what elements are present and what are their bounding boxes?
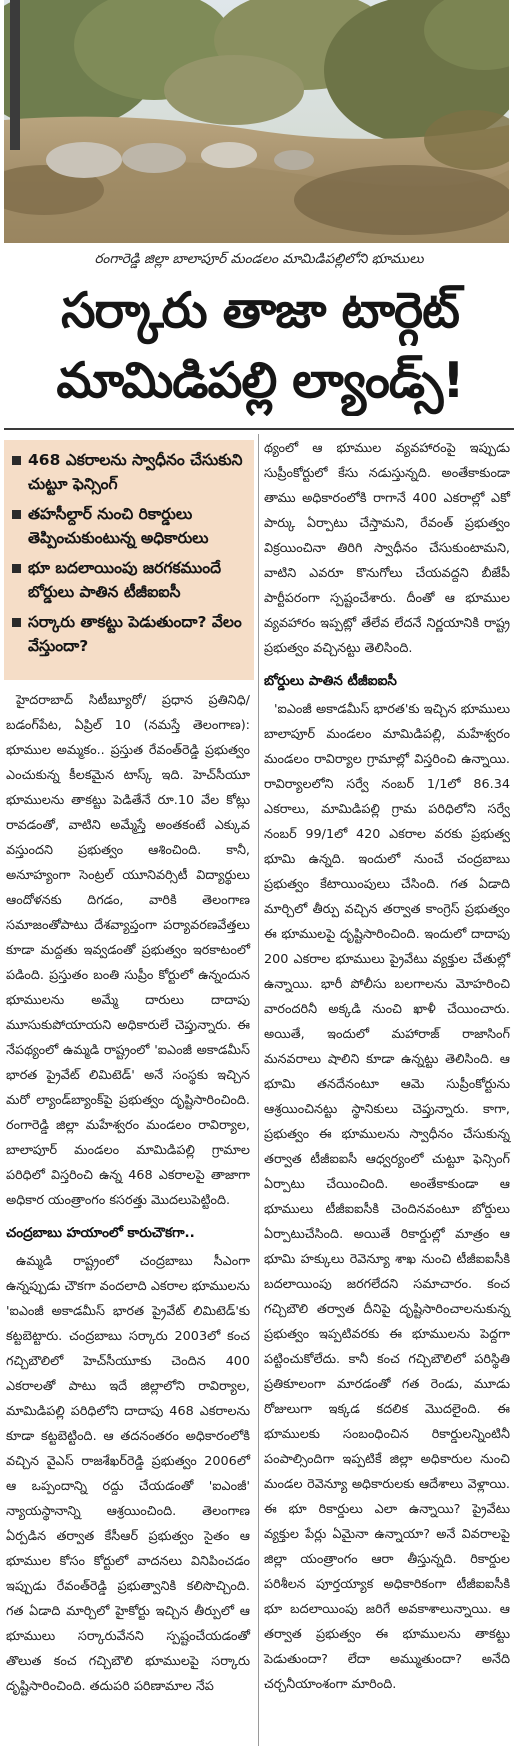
highlight-item <box>12 448 246 496</box>
headline-line-2: మామిడిపల్లి ల్యాండ్స్! <box>56 352 464 409</box>
news-photo <box>4 0 509 243</box>
highlight-text: 468 ఎకరాలను స్వాధీనం చేసుకుని చుట్టూ ఫెన్సింగ్ <box>28 451 243 493</box>
section-subhead: చంద్రబాబు హయాంలో కారుచౌకగా.. <box>6 1225 195 1241</box>
highlight-text: సర్కారు తాకట్టు పెడుతుందా? వేలం వేస్తుందా? <box>28 613 242 655</box>
square-bullet-icon <box>12 564 21 573</box>
article-paragraph: 'ఐఎంజీ అకాడమీస్ భారత'కు ఇచ్చిన భూములు బాలాపూర్ మండలం మామిడిపల్లి, మహేశ్వరం మండలం రావిర్యాల గ్రామాల్లో విస్తరించి ఉన్నాయి. రావిర్యాలలోని సర్వే నంబర్ 1/1లో 86.34 ఎకరాలు, మామిడిపల్లి గ్రామ పరిధిలోని సర్వే నంబర్ 99/1లో 420 ఎకరాల వరకు ప్రభుత్వ భూమి ఉన్నది. ఇందులో నుంచే చంద్రబాబు ప్రభుత్వం కేటాయింపులు చేసింది. గత ఏడాది మార్చిలో తీర్పు వచ్చిన తర్వాత కాంగ్రెస్ ప్రభుత్వం ఈ భూములపై దృష్టిసారించింది. ఇందులో దాదాపు 200 ఎకరాల భూములు ప్రైవేటు వ్యక్తుల చేతుల్లో ఉన్నాయి. భారీ పోలీసు బలగాలను మోహరించి వారందరినీ అక్కడి నుంచి ఖాళీ చేయించారు. అయితే, ఇందులో మహారాజ్ రాజాసింగ్ మనవరాలు షాలిని కూడా ఉన్నట్టు తెలిసింది. ఆ భూమి తనదేనంటూ ఆమె సుప్రీంకోర్టును ఆశ్రయించినట్టు స్థానికులు చెప్తున్నారు. కాగా, ప్రభుత్వం ఈ భూములను స్వాధీనం చేసుకున్న తర్వాత టీజీఐఐసీ ఆధ్వర్యంలో చుట్టూ ఫెన్సింగ్ ఏర్పాటు చేయించింది. అంతేకాకుండా ఆ భూములు టీజీఐఐసీకి చెందినవంటూ బోర్డులు ఏర్పాటుచేసింది. అయితే రికార్డుల్లో మాత్రం ఆ భూమి హక్కులు రెవెన్యూ శాఖ నుంచి టీజీఐఐసీకి బదలాయింపు జరగలేదని సమాచారం. కంచ గచ్చిబౌలి తర్వాత దీనిపై దృష్టిసారించాలనుకున్న ప్రభుత్వం ఇప్పటివరకు ఈ భూములను పెద్దగా పట్టించుకోలేదు. కానీ కంచ గచ్చిబౌలిలో పరిస్థితి ప్రతికూలంగా మారడంతో గత రెండు, మూడు రోజులుగా ఇక్కడ కదలిక మొదలైంది. ఈ భూములకు సంబంధించిన రికార్డులన్నింటినీ పంపాల్సిందిగా ఇప్పటికే జిల్లా అధికారుల నుంచి మండల రెవెన్యూ అధికారులకు ఆదేశాలు వెళ్లాయి. ఈ భూ రికార్డులు ఎలా ఉన్నాయి? ప్రైవేటు వ్యక్తుల పేర్లు ఏమైనా ఉన్నాయా? అనే వివరాలపై జిల్లా యంత్రాంగం ఆరా తీస్తున్నది. రికార్డుల పరిశీలన పూర్తయ్యాక అధికారికంగా టీజీఐఐసీకి భూ బదలాయింపు జరిగే అవకాశాలున్నాయి. ఆ తర్వాత ప్రభుత్వం ఈ భూములను తాకట్టు పెడుతుందా? లేదా అమ్ముతుందా? అనేది చర్చనీయాంశంగా మారింది. <box>264 702 510 1692</box>
headline-divider <box>4 428 514 430</box>
article-paragraph: హైదరాబాద్ సిటీబ్యూరో/ ప్రధాన ప్రతినిధి/బడంగ్‌పేట, ఏప్రిల్ 10 (నమస్తే తెలంగాణ): భూముల అమ్మకం.. ప్రస్తుత రేవంత్‌రెడ్డి ప్రభుత్వం ఎంచుకున్న కీలకమైన టాస్క్ ఇది. హెచ్‌సీయూ భూములను తాకట్టు పెడితేనే రూ.10 వేల కోట్లు రావడంతో, వాటిని అమ్మేస్తే అంతకంటే ఎక్కువ వస్తుందని ప్రభుత్వం ఆశించింది. కానీ, అనూహ్యంగా సెంట్రల్ యూనివర్సిటీ విద్యార్థులు ఆందోళనకు దిగడం, వారికి తెలంగాణ సమాజంతోపాటు దేశవ్యాప్తంగా పర్యావరణవేత్తలు కూడా మద్దతు ఇవ్వడంతో ప్రభుత్వం ఇరకాటంలో పడింది. ప్రస్తుతం బంతి సుప్రీం కోర్టులో ఉన్నందున భూములను అమ్మే దారులు దాదాపు మూసుకుపోయాయని అధికారులే చెప్తున్నారు. ఈ నేపథ్యంలో ఉమ్మడి రాష్ట్రంలో 'ఐఎంజీ అకాడమీస్ భారత ప్రైవేట్ లిమిటెడ్' అనే సంస్థకు ఇచ్చిన మరో ల్యాండ్‌బ్యాంక్‌పై ప్రభుత్వం దృష్టిసారించింది. రంగారెడ్డి జిల్లా మహేశ్వరం మండలం రావిర్యాల, బాలాపూర్ మండలం మామిడిపల్లి గ్రామాల పరిధిలో విస్తరించి ఉన్న 468 ఎకరాలపై తాజాగా అధికార యంత్రాంగం కసరత్తు మొదలుపెట్టింది. <box>6 693 250 1208</box>
article-paragraph: థ్యంలో ఆ భూముల వ్యవహారంపై ఇప్పుడు సుప్రీంకోర్టులో కేసు నడుస్తున్నది. అంతేకాకుండా తాము అధికారంలోకి రాగానే 400 ఎకరాల్లో ఎకో పార్కు ఏర్పాటు చేస్తామని, రేవంత్ ప్రభుత్వం విక్రయించినా తిరిగి స్వాధీనం చేసుకుంటామని, వాటిని ఎవరూ కొనుగోలు చేయవద్దని బీజేపీ పార్టీపరంగా స్పష్టంచేశారు. దీంతో ఆ భూముల వ్యవహారం ఇప్పట్లో తేలేవ లేదనే నిర్ణయానికి రాష్ట్ర ప్రభుత్వం వచ్చినట్టు తెలిసింది. <box>264 441 510 656</box>
article-left-column <box>6 688 250 1699</box>
square-bullet-icon <box>12 456 21 465</box>
photo-caption: రంగారెడ్డి జిల్లా బాలాపూర్ మండలం మామిడిపల్లిలోని భూములు <box>94 251 424 267</box>
highlight-text: భూ బదలాయింపు జరగకముందే బోర్డులు పాతిన టీజీఐఐసీ <box>28 559 222 601</box>
headline-line-1: సర్కారు తాజా టార్గెట్ <box>61 282 459 339</box>
column-divider <box>258 434 259 1746</box>
highlight-item <box>12 610 246 658</box>
highlights-box <box>4 440 254 680</box>
headline <box>8 276 512 416</box>
square-bullet-icon <box>12 618 21 627</box>
article-paragraph: ఉమ్మడి రాష్ట్రంలో చంద్రబాబు సీఎంగా ఉన్నప్పుడు చౌకగా వందలాది ఎకరాల భూములను 'ఐఎంజీ అకాడమీస్ భారత ప్రైవేట్ లిమిటెడ్'కు కట్టబెట్టారు. చంద్రబాబు సర్కారు 2003లో కంచ గచ్చిబౌలిలో హెచ్‌సీయూకు చెందిన 400 ఎకరాలతో పాటు ఇదే జిల్లాలోని రావిర్యాల, మామిడిపల్లి పరిధిలోని దాదాపు 468 ఎకరాలను కూడా కట్టబెట్టింది. ఆ తదనంతరం అధికారంలోకి వచ్చిన వైఎస్ రాజశేఖర్‌రెడ్డి ప్రభుత్వం 2006లో ఆ ఒప్పందాన్ని రద్దు చేయడంతో 'ఐఎంజీ' న్యాయస్థానాన్ని ఆశ్రయించింది. తెలంగాణ ఏర్పడిన తర్వాత కేసీఆర్ ప్రభుత్వం సైతం ఆ భూముల కోసం కోర్టులో వాదనలు వినిపించడం ఇప్పుడు రేవంత్‌రెడ్డి ప్రభుత్వానికి కలిసొచ్చింది. గత ఏడాది మార్చిలో హైకోర్టు ఇచ్చిన తీర్పులో ఆ భూములు సర్కారువేనని స్పష్టంచేయడంతో తొలుత కంచ గచ్చిబౌలి భూములపై సర్కారు దృష్టిసారించింది. తదుపరి పరిణామాల నేప <box>6 1254 250 1694</box>
highlight-text: తహసీల్దార్ నుంచి రికార్డులు తెప్పించుకుంటున్న అధికారులు <box>28 505 209 547</box>
article-right-column <box>264 436 510 1697</box>
highlight-item <box>12 502 246 550</box>
section-subhead: బోర్డులు పాతిన టీజీఐఐసీ <box>264 673 397 689</box>
highlight-item <box>12 556 246 604</box>
square-bullet-icon <box>12 510 21 519</box>
